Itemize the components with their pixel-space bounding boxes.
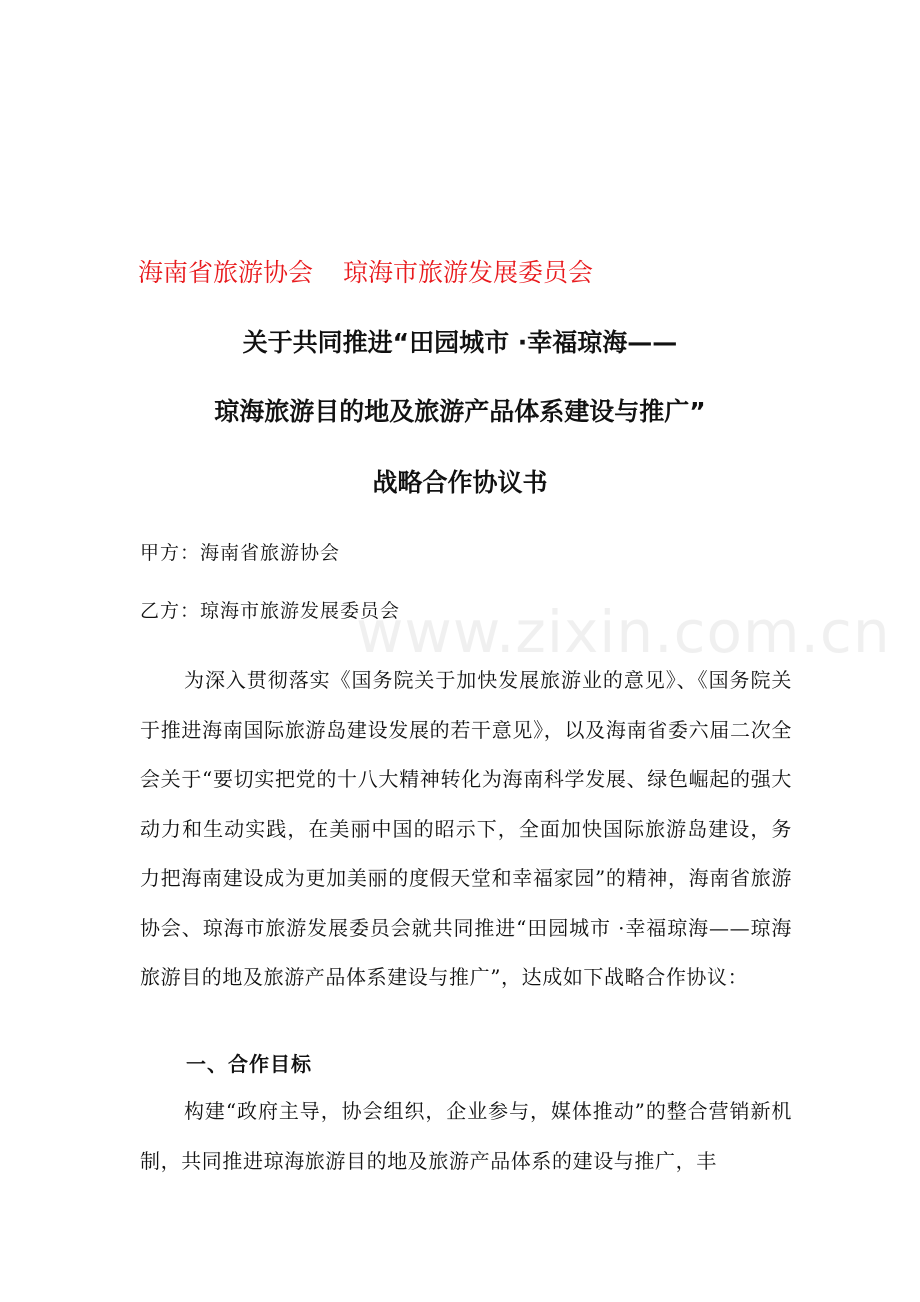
party-b: 乙方：琼海市旅游发展委员会	[140, 600, 401, 622]
section-paragraph: 构建“政府主导，协会组织，企业参与，媒体推动”的整合营销新机制，共同推进琼海旅游目的地及旅游产品体系的建设与推广，丰	[140, 1099, 792, 1173]
section-heading: 一、合作目标	[186, 1052, 312, 1076]
watermark: www.zixin.com.cn	[356, 598, 891, 666]
document-title-line-2: 琼海旅游目的地及旅游产品体系建设与推广”	[214, 397, 706, 426]
document-title-line-1: 关于共同推进“田园城市 ·幸福琼海——	[242, 328, 678, 357]
intro-paragraph: 为深入贯彻落实《国务院关于加快发展旅游业的意见》、《国务院关于推进海南国际旅游岛建设发展的若干意见》，以及海南省委六届二次全会关于“要切实把党的十八大精神转化为海南科学发展、绿色崛起的强大动力和生动实践，在美丽中国的昭示下，全面加快国际旅游岛建设，务力把海南建设成为更加美丽的度假天堂和幸福家园”的精神，海南省旅游协会、琼海市旅游发展委员会就共同推进“田园城市 ·幸福琼海——琼海旅游目的地及旅游产品体系建设与推广”，达成如下战略合作协议：	[140, 668, 792, 989]
organization-name-2: 琼海市旅游发展委员会	[343, 258, 594, 287]
issuing-organizations	[138, 252, 838, 294]
organization-name-1: 海南省旅游协会	[138, 258, 314, 287]
document-title-line-3: 战略合作协议书	[372, 468, 548, 497]
party-a: 甲方：海南省旅游协会	[140, 542, 341, 564]
